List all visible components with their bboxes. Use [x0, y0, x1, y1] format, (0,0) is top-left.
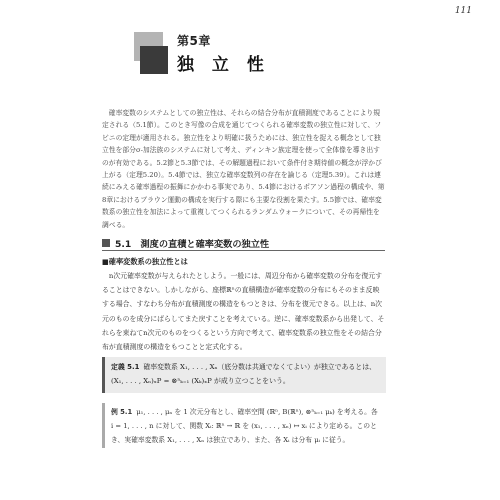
chapter-title: 独 立 性 [177, 55, 270, 75]
intro-paragraph: 確率変数のシステムとしての独立性は、それらの結合分布が直積測度であることにより規定される（5.1節）。このとき写像の合成を通じてつくられる確率変数の独立性に対して、フビニの定理が適用される。独立性をより明確に扱うためには、独立性を捉える概念として独立性を部分σ-加法族のシステムに対して考え、ディンキン族定理を使って全体像を導き出すのが有効である。5.2節と5.3節では、その解題過程において条件付き期待値の概念が浮かび上がる（定理5.20）。5.4節では、独立な確率変数列の存在を論じる（定理5.39）。これは連続にみえる確率過程の振舞にかかわる事実であり、5.4節におけるポアソン過程の構成や、第8章におけるブラウン運動の構成を実行する際にも主要な役割を果たす。5.5節では、確率変数系の独立性を加法によって重複してつくられるランダムウォークについて、その再帰性を調べる。 [102, 109, 385, 229]
chapter-label: 第5章 [177, 34, 211, 48]
body-paragraph: n次元確率変数が与えられたとしよう。一般には、周辺分布から確率変数の分布を復元することはできない。しかしながら、座標ℝⁿの直積構造が確率変数の分布にもそのまま反映する場合、すなわち分布が直積測度の構造をもつときは、分布を復元できる。以上は、n次元のものを成分にばらしてまた戻すことを考えている。逆に、確率変数系から出発して、それらを束ねてn次元のものをつくるという方向で考えて、確率変数系の独立性をその結合分布が直積測度の構造をもつことと定式化する。 [102, 272, 385, 352]
example-text: μ₁, . . . , μₙ を 1 次元分布とし、確率空間 (ℝⁿ, B(ℝⁿ), ⊗ⁿₖ₌₁ μₖ) を考える。各 i = 1, . . . , n に対して、関数 Xᵢ: ℝⁿ → ℝ を (x₁, . . . , xₙ) ↦ xᵢ により定める。このとき、実確率変数系 X₁, . . . , Xₙ は独立であり、また、各 Xᵢ は分布 μᵢ に従う。 [111, 408, 378, 444]
section-rule [102, 250, 385, 251]
example-box [102, 403, 386, 448]
section-heading [102, 236, 269, 250]
page-number: 111 [454, 6, 472, 16]
chapter-decoration-dark [140, 46, 168, 74]
chapter-intro [102, 107, 386, 231]
definition-box [102, 357, 386, 393]
subsection-heading: ■確率変数系の独立性とは [102, 257, 188, 266]
definition-label: 定義 5.1 [111, 363, 140, 371]
example-label: 例 5.1 [111, 408, 133, 416]
section-marker-icon [102, 239, 110, 247]
body-text [102, 269, 386, 354]
definition-text: 確率変数系 X₁, . . . , Xₙ（底分数は共通でなくてよい）が独立であるとは、(X₁, . . . , Xₙ)ₓP = ⊗ⁿₖ₌₁ (Xₖ)ₓP が成り立つことをいう。 [111, 363, 376, 385]
section-heading-text: 5.1 測度の直積と確率変数の独立性 [115, 239, 270, 250]
